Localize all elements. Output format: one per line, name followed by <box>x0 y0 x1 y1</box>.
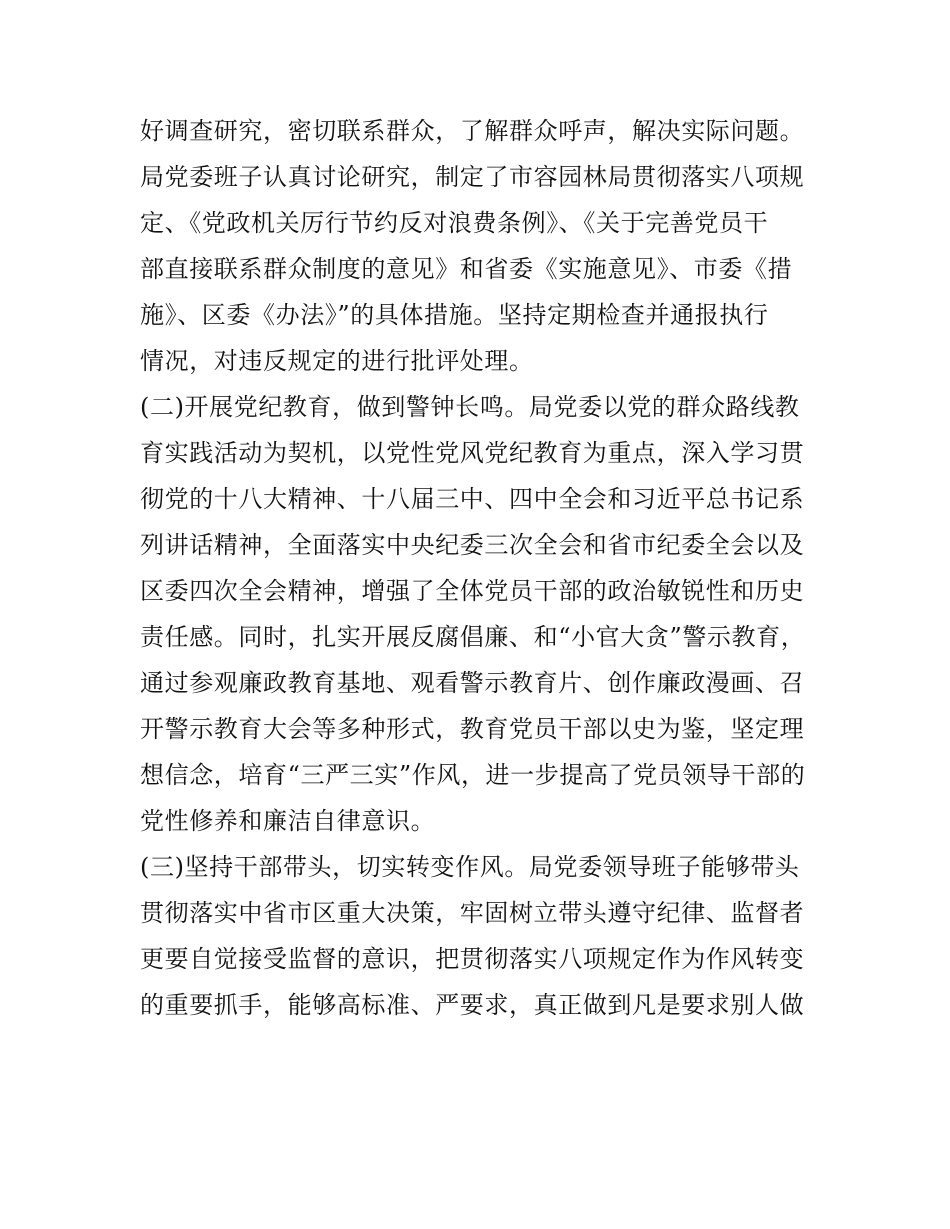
text-line: 通过参观廉政教育基地、观看警示教育片、创作廉政漫画、召 <box>140 669 805 697</box>
section-two-heading-line: (二)开展党纪教育，做到警钟长鸣。局党委以党的群众路线教 <box>140 393 800 421</box>
body-text <box>140 108 820 1028</box>
text-line: 开警示教育大会等多种形式，教育党员干部以史为鉴，坚定理 <box>140 715 805 743</box>
text-line: 育实践活动为契机，以党性党风党纪教育为重点，深入学习贯 <box>140 439 805 467</box>
text-line: 列讲话精神，全面落实中央纪委三次全会和省市纪委全会以及 <box>140 531 805 559</box>
text-line: 施》、区委《办法》”的具体措施。坚持定期检查并通报执行 <box>140 301 769 329</box>
text-line: 想信念，培育“三严三实”作风，进一步提高了党员领导干部的 <box>140 761 806 789</box>
text-line: 情况，对违反规定的进行批评处理。 <box>140 347 534 375</box>
text-line: 局党委班子认真讨论研究，制定了市容园林局贯彻落实八项规 <box>140 163 805 191</box>
text-line: 的重要抓手，能够高标准、严要求，真正做到凡是要求别人做 <box>140 991 805 1019</box>
section-three-heading-line: (三)坚持干部带头，切实转变作风。局党委领导班子能够带头 <box>140 853 800 881</box>
text-line: 彻党的十八大精神、十八届三中、四中全会和习近平总书记系 <box>140 485 805 513</box>
text-line: 贯彻落实中省市区重大决策，牢固树立带头遵守纪律、监督者 <box>140 899 805 927</box>
text-line: 党性修养和廉洁自律意识。 <box>140 807 436 835</box>
text-line: 好调查研究，密切联系群众，了解群众呼声，解决实际问题。 <box>140 117 805 145</box>
text-line: 部直接联系群众制度的意见》和省委《实施意见》、市委《措 <box>140 255 793 283</box>
text-line: 区委四次全会精神，增强了全体党员干部的政治敏锐性和历史 <box>140 577 805 605</box>
text-line: 责任感。同时，扎实开展反腐倡廉、和“小官大贪”警示教育， <box>140 623 806 651</box>
text-line: 更要自觉接受监督的意识，把贯彻落实八项规定作为作风转变 <box>140 945 805 973</box>
text-line: 定、《党政机关厉行节约反对浪费条例》、《关于完善党员干 <box>140 209 769 237</box>
